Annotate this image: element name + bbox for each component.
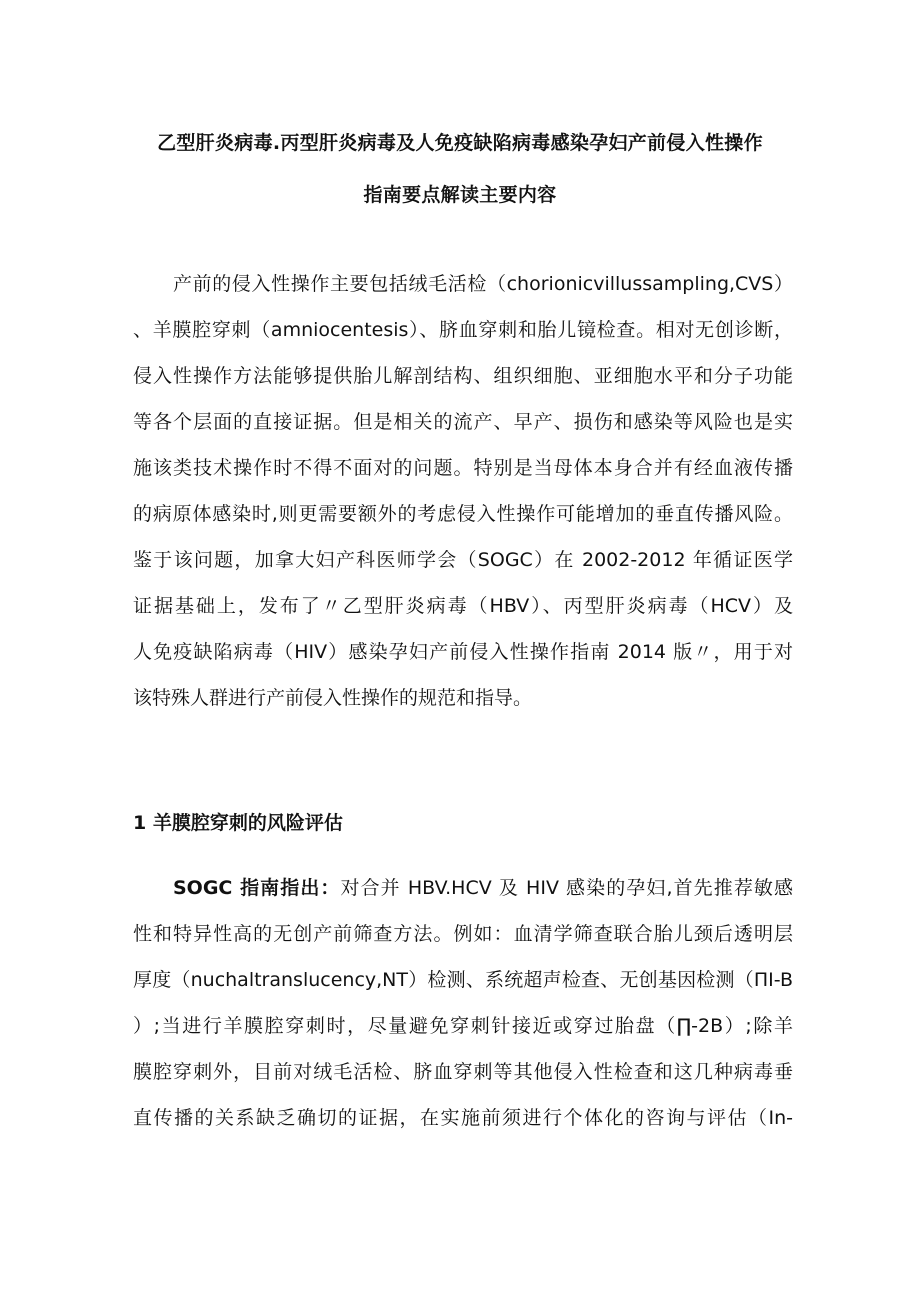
section-1-line-2: 性和特异性高的无创产前筛查方法。例如：血清学筛查联合胎儿颈后透明层 xyxy=(133,923,793,945)
section-1-heading: 1 羊膜腔穿刺的风险评估 xyxy=(133,812,343,834)
paragraph-1-line-10: 该特殊人群进行产前侵入性操作的规范和指导。 xyxy=(133,687,533,709)
paragraph-1-line-3: 侵入性操作方法能够提供胎儿解剖结构、组织细胞、亚细胞水平和分子功能 xyxy=(133,365,793,387)
section-1-line-1-text: 对合并 HBV.HCV 及 HIV 感染的孕妇,首先推荐敏感 xyxy=(340,877,793,899)
section-1-lead: SOGC 指南指出： xyxy=(173,877,341,899)
document-title-line-2: 指南要点解读主要内容 xyxy=(363,184,557,206)
paragraph-1-line-7: 鉴于该问题，加拿大妇产科医师学会（SOGC）在 2002-2012 年循证医学 xyxy=(133,549,793,571)
paragraph-1-line-8: 证据基础上，发布了〃乙型肝炎病毒（HBV）、丙型肝炎病毒（HCV）及 xyxy=(133,595,793,617)
section-1-line-5: 膜腔穿刺外，目前对绒毛活检、脐血穿刺等其他侵入性检查和这几种病毒垂 xyxy=(133,1061,793,1083)
paragraph-1-line-9: 人免疫缺陷病毒（HIV）感染孕妇产前侵入性操作指南 2014 版〃，用于对 xyxy=(133,641,793,663)
paragraph-1-line-6: 的病原体感染时,则更需要额外的考虑侵入性操作可能增加的垂直传播风险。 xyxy=(133,503,793,525)
section-1-line-4: ）;当进行羊膜腔穿刺时，尽量避免穿刺针接近或穿过胎盘（∏-2B）;除羊 xyxy=(133,1015,793,1037)
section-1-line-6: 直传播的关系缺乏确切的证据，在实施前须进行个体化的咨询与评估（In- xyxy=(133,1107,793,1129)
paragraph-1-line-2: 、羊膜腔穿刺（amniocentesis）、脐血穿刺和胎儿镜检查。相对无创诊断， xyxy=(133,319,793,341)
section-1-line-1 xyxy=(173,875,793,901)
section-1-line-3: 厚度（nuchaltranslucency,NT）检测、系统超声检查、无创基因检测（ΠI-B xyxy=(133,969,793,991)
document-title-line-1: 乙型肝炎病毒.丙型肝炎病毒及人免疫缺陷病毒感染孕妇产前侵入性操作 xyxy=(157,132,763,154)
paragraph-1-line-1: 产前的侵入性操作主要包括绒毛活检（chorionicvillussampling,CVS） xyxy=(173,273,793,295)
paragraph-1-line-4: 等各个层面的直接证据。但是相关的流产、早产、损伤和感染等风险也是实 xyxy=(133,411,793,433)
paragraph-1-line-5: 施该类技术操作时不得不面对的问题。特别是当母体本身合并有经血液传播 xyxy=(133,457,793,479)
